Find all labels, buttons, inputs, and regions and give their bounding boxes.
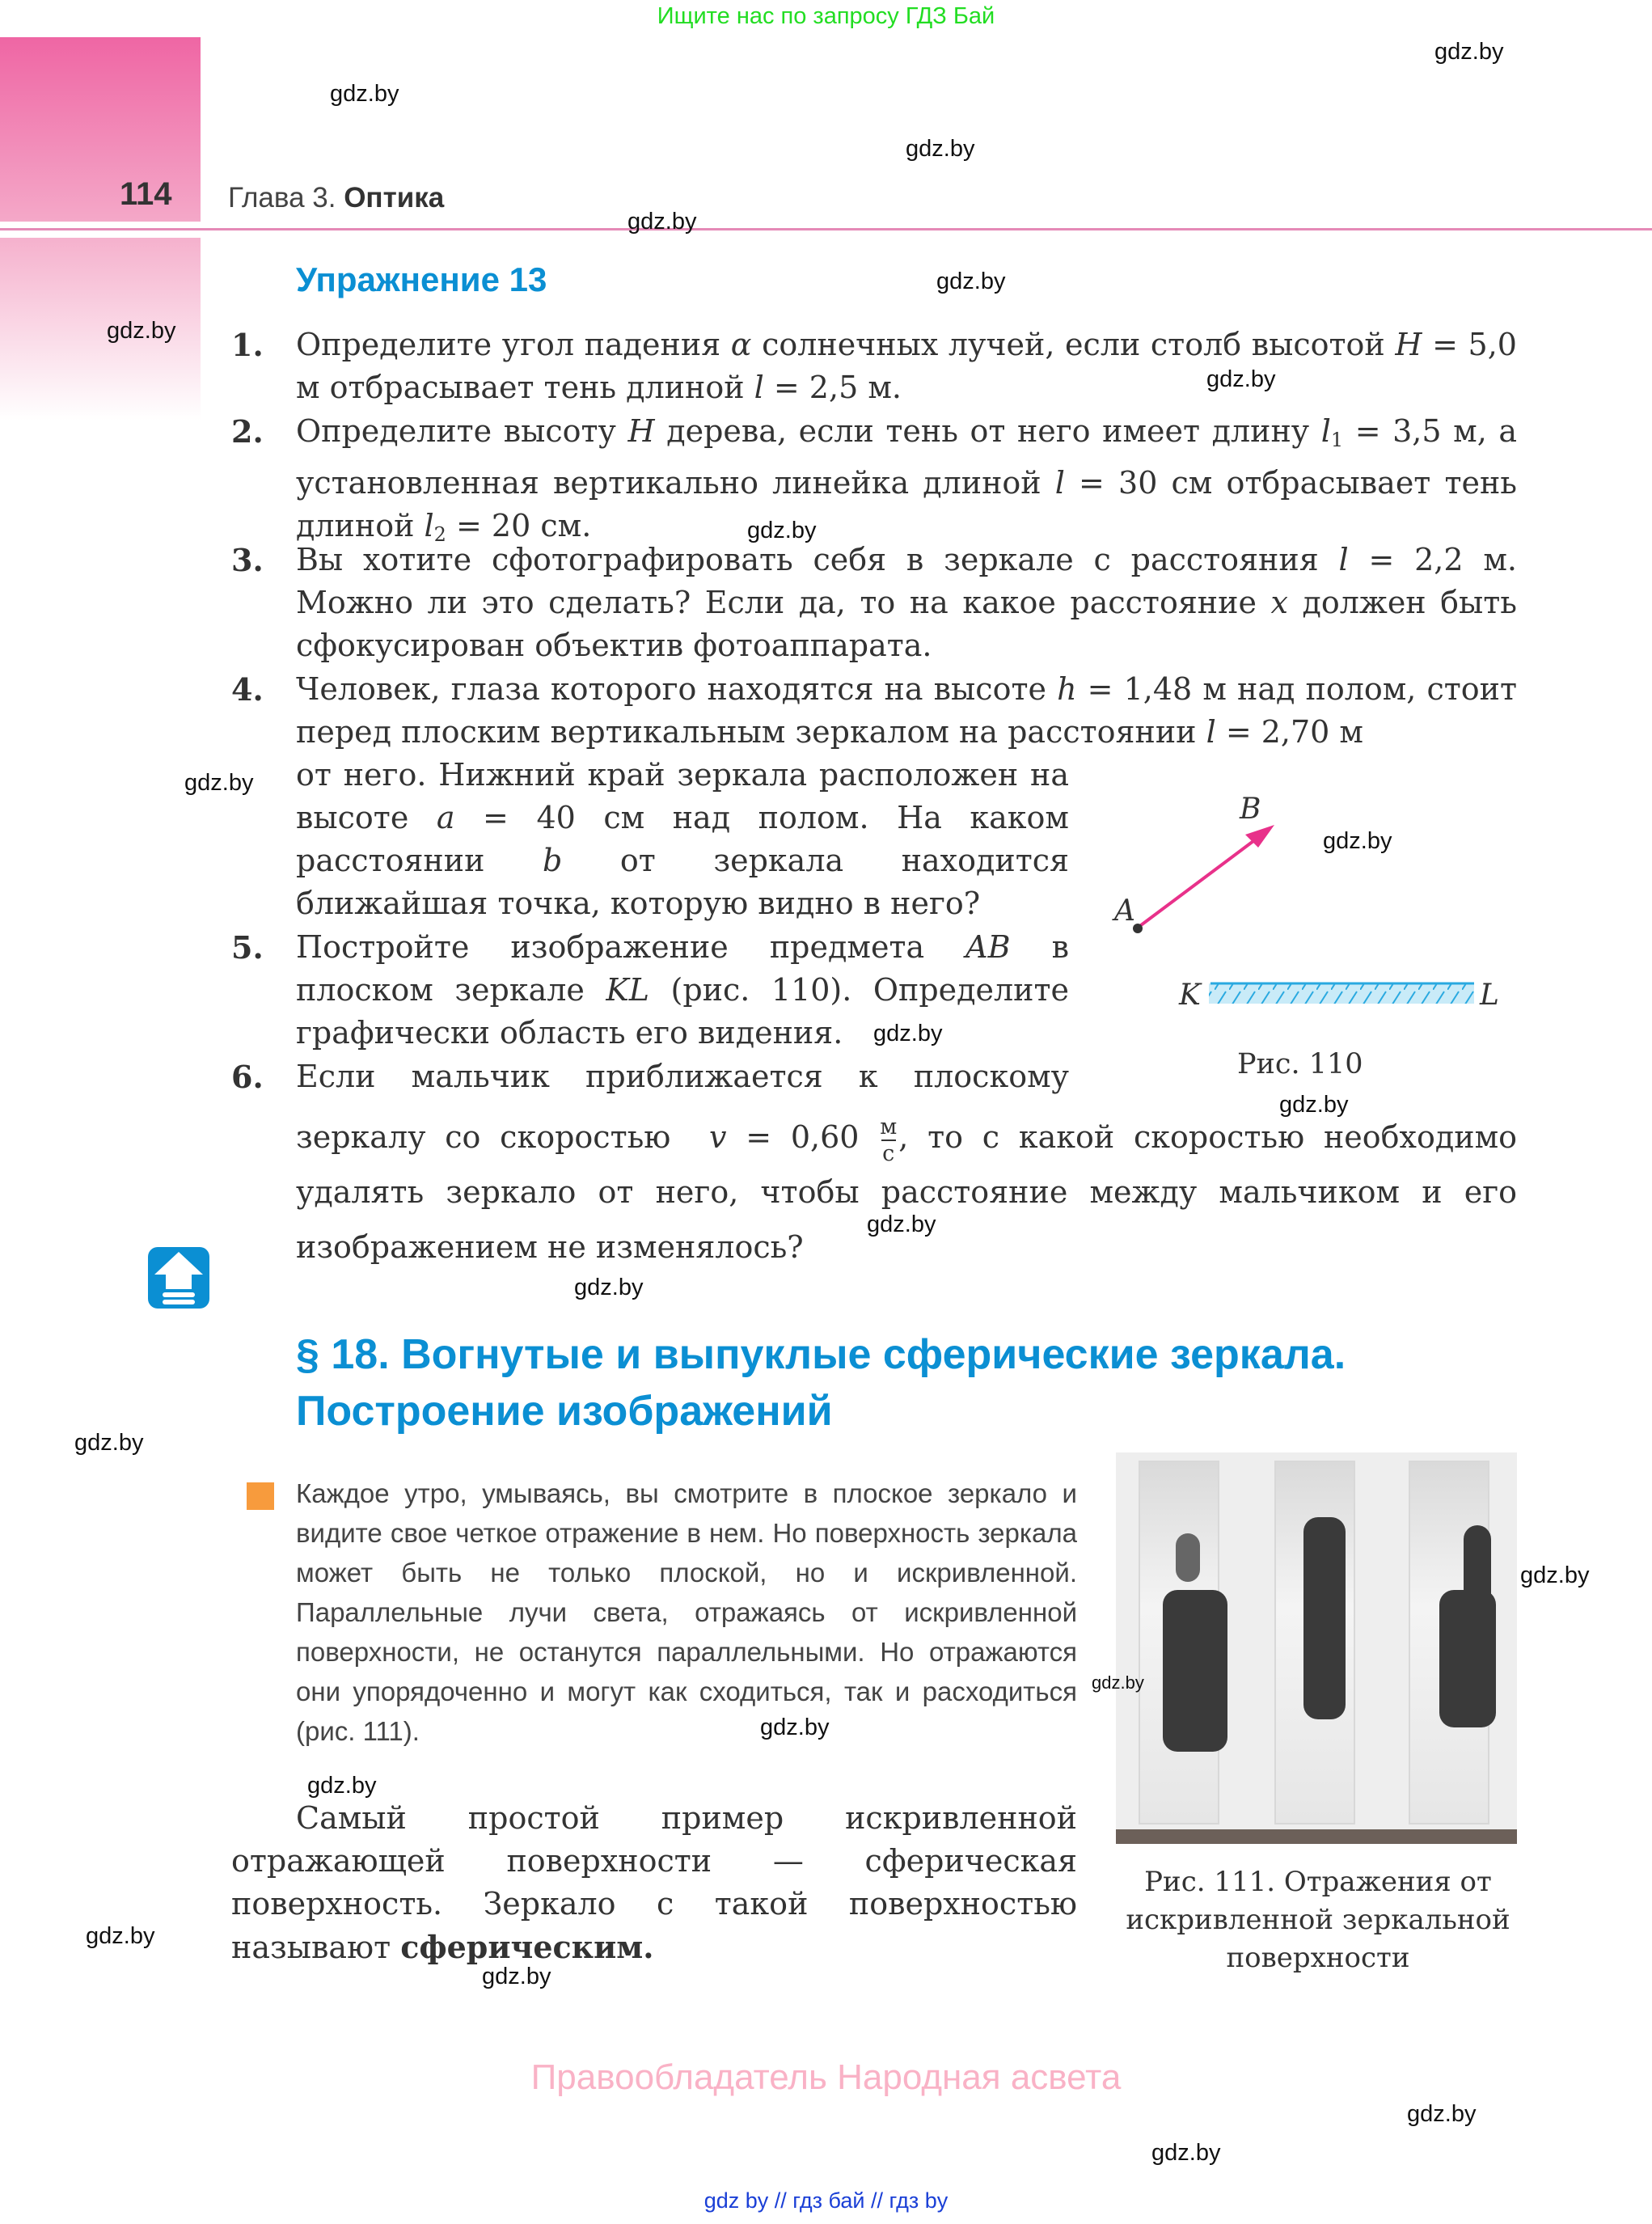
chapter-title: Оптика bbox=[344, 182, 445, 214]
figure-111-caption bbox=[1116, 1863, 1520, 1977]
reflection-person-1 bbox=[1163, 1590, 1227, 1752]
watermark: gdz.by bbox=[1407, 2101, 1477, 2127]
watermark: gdz.by bbox=[330, 81, 399, 107]
search-banner: Ищите нас по запросу ГДЗ Бай bbox=[657, 3, 995, 29]
exercise-task-3 bbox=[231, 539, 1517, 667]
figure-111-photo bbox=[1116, 1452, 1517, 1844]
caption-line: Рис. 111. Отражения от bbox=[1144, 1866, 1492, 1898]
watermark: gdz.by bbox=[867, 1211, 936, 1237]
watermark: gdz.by bbox=[574, 1275, 644, 1300]
reflection-person-2 bbox=[1303, 1517, 1346, 1719]
task-number: 2. bbox=[231, 413, 264, 450]
chapter-prefix: Глава 3. bbox=[228, 182, 336, 214]
task-number: 4. bbox=[231, 671, 264, 708]
watermark: gdz.by bbox=[747, 518, 817, 543]
header-divider bbox=[0, 228, 1652, 230]
task-text: Определите угол падения α солнечных лучей, если столб высотой H = 5,0 м отбрасывает тень длиной l = 2,5 м. bbox=[296, 327, 1517, 405]
watermark: gdz.by bbox=[482, 1964, 551, 1989]
chapter-heading bbox=[228, 182, 444, 214]
watermark: gdz.by bbox=[627, 209, 697, 235]
mirror-kl bbox=[1209, 983, 1474, 1004]
footer-links[interactable]: gdz by // гдз бай // гдз by bbox=[703, 2188, 949, 2213]
task-number: 1. bbox=[231, 327, 264, 363]
watermark: gdz.by bbox=[1279, 1092, 1349, 1118]
section-title bbox=[296, 1326, 1346, 1440]
label-l: L bbox=[1480, 979, 1499, 1012]
watermark: gdz.by bbox=[1092, 1672, 1144, 1693]
exercise-task-1 bbox=[231, 323, 1517, 409]
figure-110-caption: Рис. 110 bbox=[1237, 1048, 1363, 1080]
watermark: gdz.by bbox=[184, 770, 254, 796]
caption-line: искривленной зеркальной bbox=[1126, 1904, 1510, 1936]
copyright-notice: Правообладатель Народная асвета bbox=[530, 2057, 1122, 2097]
label-b: B bbox=[1240, 793, 1261, 826]
task-text: Человек, глаза которого находятся на высоте h = 1,48 м над полом, стоит перед плоским вертикальным зеркалом на расстоянии l = 2,70 м bbox=[296, 671, 1517, 750]
caption-line: поверхности bbox=[1226, 1942, 1410, 1974]
vector-ab bbox=[1133, 825, 1274, 933]
exercise-title: Упражнение 13 bbox=[296, 260, 547, 298]
task-text: Вы хотите сфотографировать себя в зеркале с расстояния l = 2,2 м. Можно ли это сделать? Если да, то на какое расстояние x должен быть сфокусирован объектив фотоаппарата. bbox=[296, 542, 1517, 663]
task-number: 6. bbox=[231, 1059, 264, 1095]
watermark: gdz.by bbox=[74, 1430, 144, 1456]
intro-marker-square bbox=[247, 1482, 274, 1510]
exercise-task-6 bbox=[231, 1055, 1069, 1098]
body-paragraph: Самый простой пример искривленной отражающей поверхности — сферическая поверхность. Зеркало с такой поверхностью называют сферическим. bbox=[231, 1800, 1077, 1965]
watermark: gdz.by bbox=[936, 268, 1006, 294]
exercise-task-4 bbox=[231, 668, 1517, 754]
exercise-task-2 bbox=[231, 410, 1517, 556]
task-text: Постройте изображение предмета AB в плоском зеркале KL (рис. 110). Определите графически область его видения. bbox=[296, 929, 1069, 1051]
watermark: gdz.by bbox=[873, 1021, 943, 1046]
figure-110-diagram bbox=[1084, 776, 1528, 1035]
task-number: 3. bbox=[231, 542, 264, 578]
task-text: зеркалу со скоростью v = 0,60 $\frac{м}{с}$ , то с какой скоростью необходимо удалять зеркало от него, чтобы расстояние между мальчиком и его изображением не изменялось? bbox=[296, 1114, 1518, 1265]
label-a: A bbox=[1114, 894, 1135, 928]
exercise-task-5 bbox=[231, 926, 1069, 1055]
floor-strip bbox=[1116, 1829, 1517, 1844]
task-text: Если мальчик приближается к плоскому bbox=[296, 1059, 1069, 1094]
watermark: gdz.by bbox=[1434, 39, 1504, 65]
watermark: gdz.by bbox=[1151, 2140, 1221, 2166]
exercise-task-6-continued bbox=[296, 1110, 1517, 1275]
watermark: gdz.by bbox=[307, 1773, 377, 1799]
back-to-top-icon[interactable] bbox=[148, 1247, 209, 1309]
exercise-task-4-continued bbox=[296, 754, 1069, 925]
watermark: gdz.by bbox=[1206, 366, 1276, 392]
reflection-head-1 bbox=[1176, 1533, 1200, 1582]
intro-paragraph: Каждое утро, умываясь, вы смотрите в плоское зеркало и видите свое четкое отражение в нем. Но поверхность зеркала может быть не только плоской, но и искривленной. Параллельные лучи света, отражаясь от искривленной поверхности, не останутся параллельными. Но отражаются они упорядоченно и могут как сходиться, так и расходиться (рис. 111). bbox=[296, 1478, 1077, 1746]
section-title-line-2: Построение изображений bbox=[296, 1388, 833, 1435]
task-text: от него. Нижний край зеркала расположен на высоте a = 40 см над полом. На каком расстоянии b от зеркала находится ближайшая точка, которую видно в него? bbox=[296, 757, 1069, 921]
watermark: gdz.by bbox=[760, 1715, 830, 1740]
watermark: gdz.by bbox=[906, 136, 975, 162]
section-title-line-1: § 18. Вогнутые и выпуклые сферические зеркала. bbox=[296, 1331, 1346, 1378]
watermark: gdz.by bbox=[1520, 1562, 1590, 1588]
watermark: gdz.by bbox=[107, 318, 176, 344]
task-text: Определите высоту H дерева, если тень от него имеет длину $l_1 = 3,5$ м, а установленная вертикально линейка длиной l = 30 см отбрасывает тень длиной $l_2 = 20$ см. bbox=[296, 413, 1517, 546]
label-k: K bbox=[1179, 979, 1201, 1012]
watermark: gdz.by bbox=[86, 1923, 155, 1949]
task-number: 5. bbox=[231, 929, 264, 966]
watermark: gdz.by bbox=[1323, 828, 1392, 854]
reflection-arm-3 bbox=[1464, 1525, 1491, 1614]
page-number: 114 bbox=[120, 176, 172, 212]
